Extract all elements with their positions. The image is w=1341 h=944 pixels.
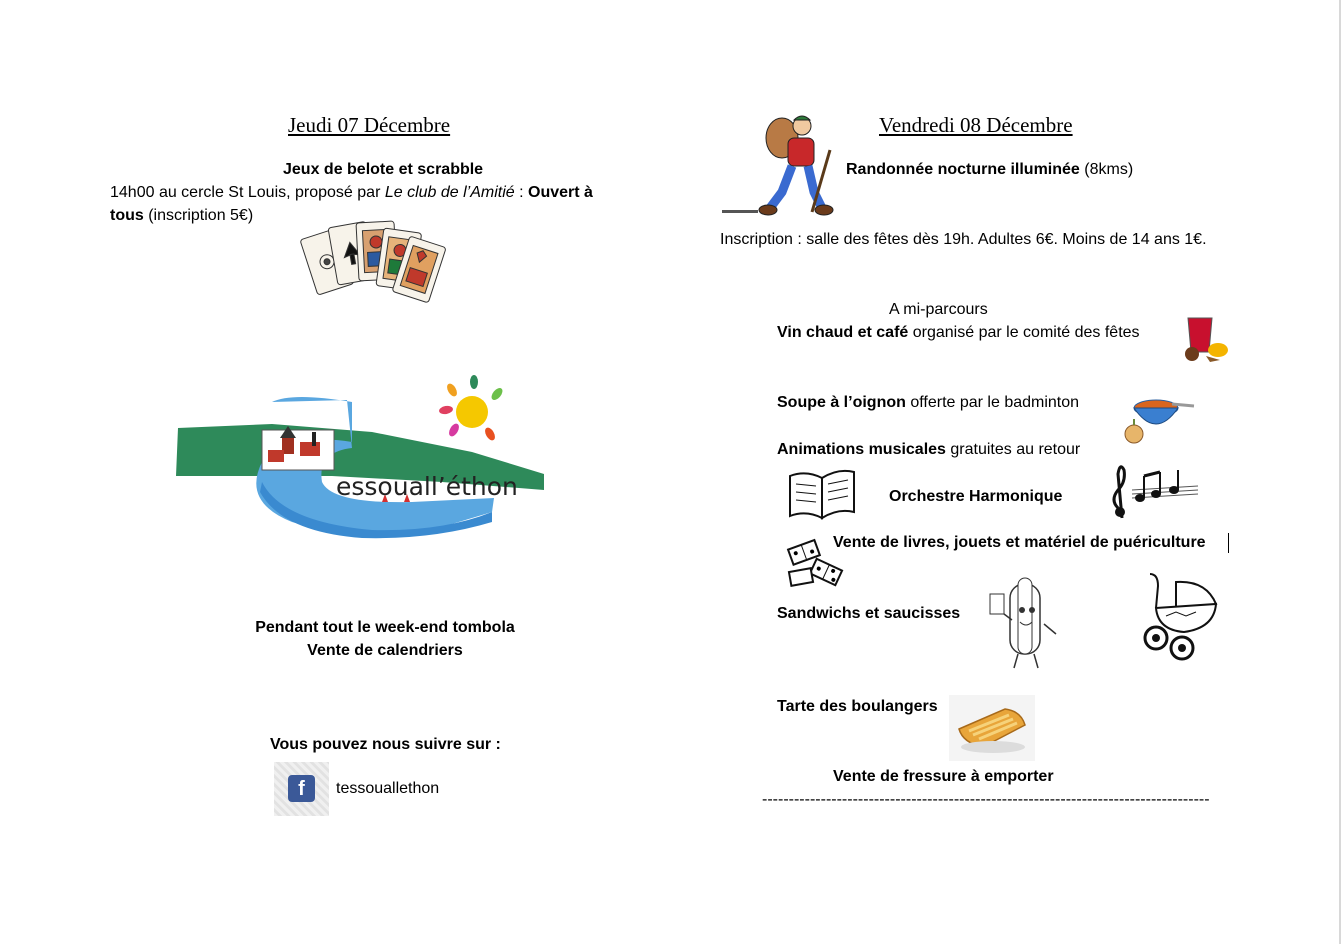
- anim-line: [777, 438, 1080, 461]
- vente-livres-label: Vente de livres, jouets et matériel de puériculture: [833, 534, 1206, 551]
- inscription-line: Inscription : salle des fêtes dès 19h. Adultes 6€. Moins de 14 ans 1€.: [720, 231, 1207, 248]
- midway-label: A mi-parcours: [889, 301, 988, 318]
- soup-bowl-icon: [1120, 390, 1196, 446]
- rando-line: [846, 158, 1133, 181]
- rando-title: Randonnée nocturne illuminée: [846, 161, 1080, 178]
- facebook-link[interactable]: [274, 762, 329, 816]
- anim-rest: gratuites au retour: [945, 441, 1081, 458]
- music-notes-icon: [1108, 460, 1200, 522]
- book-icon: [786, 466, 858, 524]
- separator-line: ------------------------------------------------------------------------------------: [762, 791, 1210, 808]
- fressure-label: Vente de fressure à emporter: [833, 768, 1054, 785]
- tarte-icon: [949, 695, 1035, 761]
- sandwichs-label: Sandwichs et saucisses: [777, 605, 961, 622]
- stroller-icon: [1136, 572, 1222, 664]
- hotdog-icon: [986, 574, 1066, 672]
- belote-title: Jeux de belote et scrabble: [283, 161, 484, 178]
- weekend-line-2: Vente de calendriers: [307, 642, 463, 659]
- anim-bold: Animations musicales: [777, 441, 946, 458]
- soupe-bold: Soupe à l’oignon: [777, 394, 906, 411]
- logo-text: essouall’éthon: [336, 472, 518, 501]
- vin-line: [777, 321, 1140, 344]
- belote-sep: :: [514, 184, 529, 201]
- follow-label: Vous pouvez nous suivre sur :: [270, 736, 501, 753]
- belote-location: 14h00 au cercle St Louis, proposé par: [110, 184, 385, 201]
- facebook-name: tessouallethon: [336, 780, 440, 797]
- belote-line-1: [110, 181, 593, 204]
- facebook-icon: f: [288, 775, 315, 802]
- vin-rest: organisé par le comité des fêtes: [908, 324, 1140, 341]
- tessouallethon-logo: [172, 372, 552, 542]
- hiker-icon: [722, 110, 842, 220]
- soupe-rest: offerte par le badminton: [905, 394, 1080, 411]
- orchestre-label: Orchestre Harmonique: [889, 488, 1063, 505]
- tarte-label: Tarte des boulangers: [777, 698, 938, 715]
- left-day-heading: Jeudi 07 Décembre: [288, 113, 451, 137]
- text-cursor: [1228, 533, 1229, 553]
- sun-icon: [438, 375, 504, 442]
- belote-fee: (inscription 5€): [143, 207, 254, 224]
- belote-open-2: tous: [110, 207, 144, 224]
- right-day-heading: Vendredi 08 Décembre: [879, 113, 1073, 137]
- vin-bold: Vin chaud et café: [777, 324, 909, 341]
- weekend-line-1: Pendant tout le week-end tombola: [255, 619, 515, 636]
- playing-cards-icon: [292, 218, 462, 318]
- belote-open: Ouvert à: [528, 184, 593, 201]
- belote-club: Le club de l’Amitié: [384, 184, 515, 201]
- rando-distance: (8kms): [1079, 161, 1134, 178]
- soupe-line: [777, 391, 1079, 414]
- mulled-wine-icon: [1176, 312, 1232, 364]
- belote-line-2: [110, 204, 253, 227]
